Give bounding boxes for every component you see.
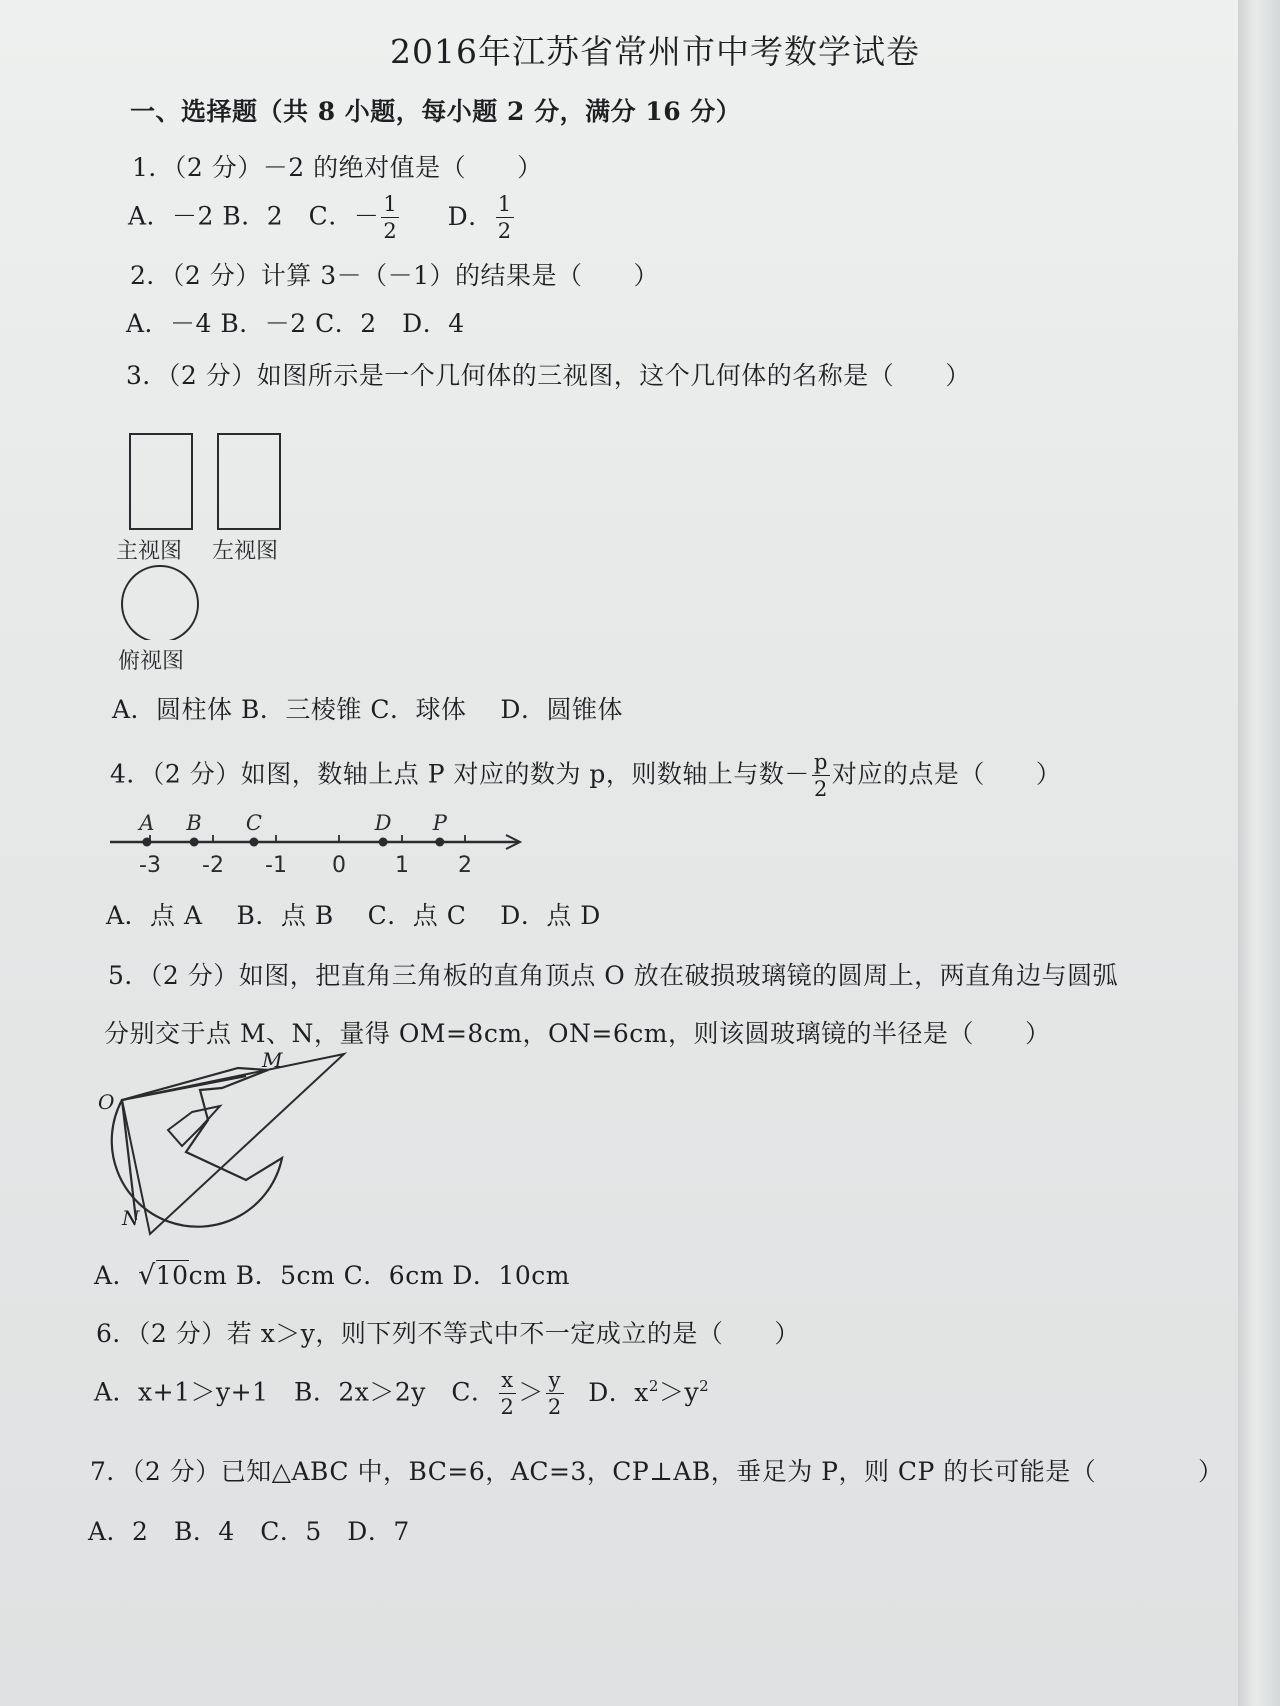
fraction-numerator: 1: [497, 192, 512, 216]
left-view-rectangle: [218, 434, 280, 529]
tick-label: 1: [395, 853, 409, 878]
question-4-stem-start: 4．（2 分）如图，数轴上点 P 对应的数为 p，则数轴上与数－: [110, 759, 810, 789]
question-5-stem-line-1: 5．（2 分）如图，把直角三角板的直角顶点 O 放在破损玻璃镜的圆周上，两直角边与圆弧: [108, 961, 1119, 990]
question-6-option-d-rhs: ＞y: [658, 1377, 700, 1407]
tick-label: 0: [332, 853, 346, 878]
fraction-denominator: 2: [383, 219, 398, 243]
tick-label: -1: [265, 853, 287, 878]
front-view-label: 主视图: [116, 539, 183, 564]
question-6-options-abc: A．x+1＞y+1 B．2x＞2y C．: [94, 1377, 497, 1407]
point-label: A: [139, 811, 155, 835]
question-3-stem: 3．（2 分）如图所示是一个几何体的三视图，这个几何体的名称是（ ）: [126, 361, 971, 390]
fraction-denominator: 2: [547, 1395, 562, 1419]
fraction-numerator: 1: [383, 192, 398, 216]
question-1-option-d: D．: [447, 201, 494, 231]
question-5-stem-line-2: 分别交于点 M、N，量得 OM=8cm，ON=6cm，则该圆玻璃镜的半径是（ ）: [104, 1019, 1051, 1048]
fraction-numerator: x: [499, 1370, 517, 1394]
question-6-stem: 6．（2 分）若 x＞y，则下列不等式中不一定成立的是（ ）: [96, 1319, 800, 1348]
question-7-stem: 7．（2 分）已知△ABC 中，BC=6，AC=3，CP⊥AB，垂足为 P，则 CP 的长可能是（: [90, 1457, 1097, 1486]
question-1-stem: 1．（2 分）－2 的绝对值是（ ）: [132, 153, 543, 182]
fraction-y-over-2: [546, 1370, 564, 1418]
question-3-options: A．圆柱体 B．三棱锥 C．球体 D．圆锥体: [112, 695, 623, 724]
fraction-denominator: 2: [813, 777, 828, 801]
number-line-figure: [100, 808, 530, 880]
triangle-ruler: [122, 1054, 344, 1234]
number-line-point: [379, 838, 388, 847]
tick-label: -2: [202, 853, 224, 878]
point-label: C: [245, 811, 262, 835]
question-5-option-a: A．: [94, 1261, 139, 1290]
question-6-options: [94, 1370, 709, 1418]
point-label: B: [186, 811, 202, 835]
section-heading: 一、选择题（共 8 小题，每小题 2 分，满分 16 分）: [130, 97, 742, 126]
number-line-point: [142, 838, 151, 847]
question-4-stem: [110, 752, 1061, 800]
number-line-point: [190, 838, 199, 847]
number-line-point: [435, 838, 444, 847]
fraction-denominator: 2: [500, 1395, 515, 1419]
question-2-options: A．－4 B．－2 C．2 D．4: [126, 309, 465, 338]
question-7-close-paren: ）: [1198, 1457, 1224, 1486]
question-1-options-abc: A．－2 B．2 C．－: [128, 201, 380, 231]
question-5-options-rest: cm B．5cm C．6cm D．10cm: [188, 1261, 570, 1290]
question-2-stem: 2．（2 分）计算 3－（－1）的结果是（ ）: [130, 261, 660, 290]
fraction-one-half-c: [381, 194, 399, 242]
sqrt-sign-icon: √: [138, 1260, 156, 1291]
broken-mirror-outline: [112, 1068, 282, 1227]
question-6-option-d: D．x: [588, 1377, 649, 1407]
exponent: 2: [648, 1377, 659, 1396]
fraction-x-over-2: [499, 1370, 517, 1418]
fraction-numerator: y: [546, 1370, 564, 1394]
number-line-point: [249, 838, 258, 847]
tick-label: 2: [458, 853, 472, 878]
point-m-label: M: [262, 1048, 283, 1072]
question-1-options: [128, 194, 516, 242]
fraction-denominator: 2: [497, 219, 512, 243]
question-4-options: A．点 A B．点 B C．点 C D．点 D: [106, 901, 601, 930]
sqrt-radicand: 10: [155, 1261, 189, 1290]
question-4-stem-end: 对应的点是（ ）: [831, 759, 1062, 789]
left-view-label: 左视图: [212, 539, 279, 564]
question-5-options: [94, 1256, 570, 1292]
front-view-rectangle: [130, 434, 192, 529]
point-label: D: [374, 811, 392, 835]
exam-title: 2016年江苏省常州市中考数学试卷: [390, 32, 920, 71]
point-label: P: [432, 811, 447, 835]
fraction-p-over-2: [812, 752, 830, 800]
greater-than-sign: ＞: [518, 1377, 544, 1407]
exponent: 2: [699, 1377, 710, 1396]
top-view-label: 俯视图: [118, 649, 185, 674]
point-o-label: O: [98, 1090, 115, 1114]
page-edge: [1238, 0, 1280, 1706]
question-7-options: A．2 B．4 C．5 D．7: [88, 1517, 410, 1546]
fraction-one-half-d: [496, 194, 514, 242]
fraction-numerator: p: [813, 750, 828, 774]
right-angle-legs: [122, 1076, 246, 1220]
tick-label: -3: [139, 853, 161, 878]
point-n-label: N: [122, 1206, 140, 1230]
top-view-circle: [122, 566, 198, 640]
